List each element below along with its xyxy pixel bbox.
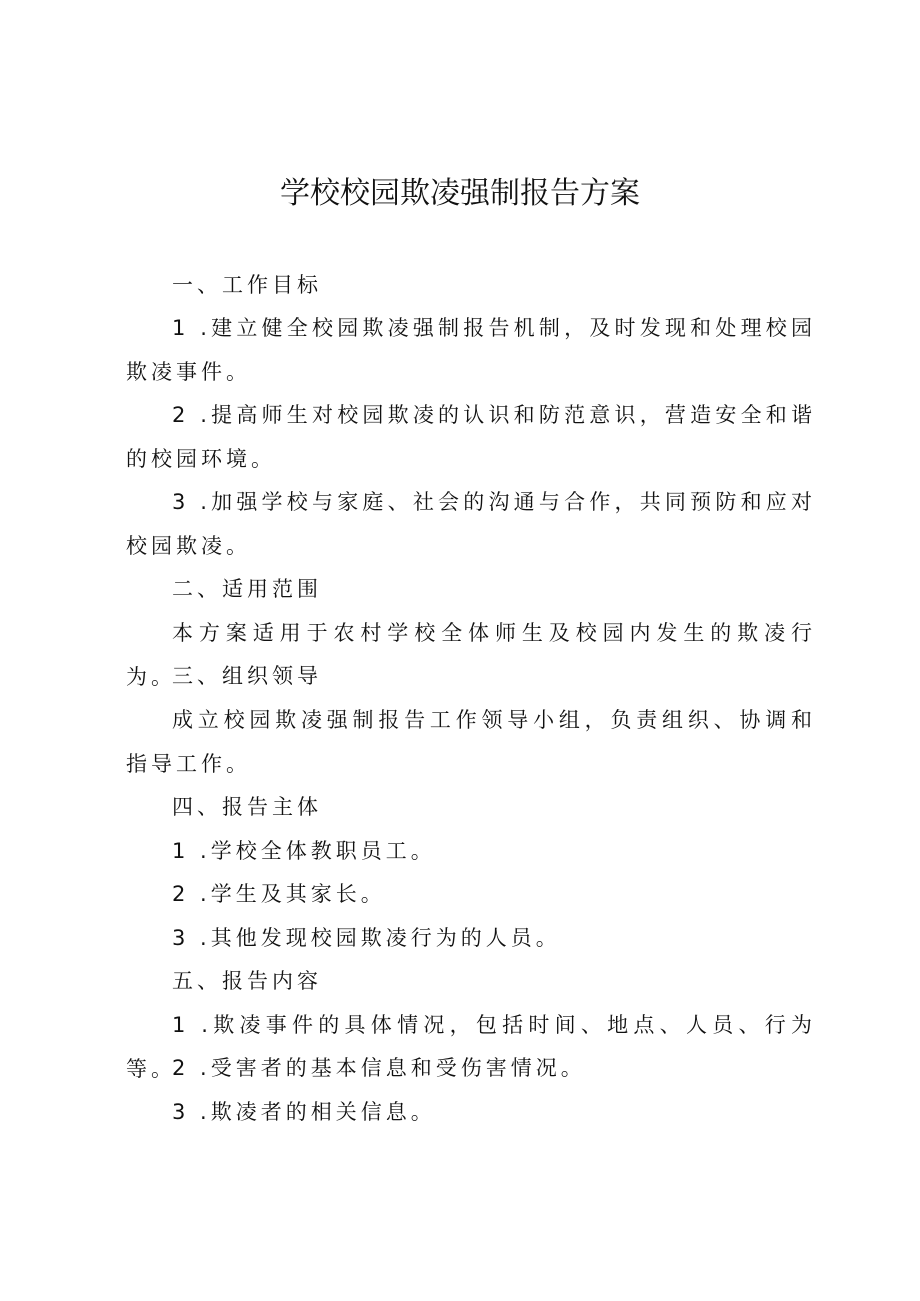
list-item: 1 .学校全体教职员工。 <box>172 839 436 863</box>
list-item: 1 .欺凌事件的具体情况，包括时间、地点、人员、行为等。 <box>126 1013 816 1081</box>
paragraph: 2 .提高师生对校园欺凌的认识和防范意识，营造安全和谐的校园环境。 <box>126 403 816 471</box>
list-item: 2 .学生及其家长。 <box>172 882 386 906</box>
paragraph: 本方案适用于农村学校全体师生及校园内发生的欺凌行为。 <box>126 621 816 689</box>
section-heading-3: 三、组织领导 <box>172 664 322 688</box>
section-heading-4: 四、报告主体 <box>172 795 322 819</box>
paragraph: 成立校园欺凌强制报告工作领导小组，负责组织、协调和指导工作。 <box>126 708 816 776</box>
list-item: 3 .欺凌者的相关信息。 <box>172 1100 436 1124</box>
paragraph: 3 .加强学校与家庭、社会的沟通与合作，共同预防和应对校园欺凌。 <box>126 490 816 558</box>
section-heading-1: 一、工作目标 <box>172 273 322 297</box>
document-title: 学校校园欺凌强制报告方案 <box>280 176 640 211</box>
list-item: 3 .其他发现校园欺凌行为的人员。 <box>172 926 561 950</box>
paragraph: 1 .建立健全校园欺凌强制报告机制，及时发现和处理校园欺凌事件。 <box>126 316 816 384</box>
section-heading-5: 五、报告内容 <box>172 969 322 993</box>
section-heading-2: 二、适用范围 <box>172 577 322 601</box>
list-item: 2 .受害者的基本信息和受伤害情况。 <box>172 1056 586 1080</box>
